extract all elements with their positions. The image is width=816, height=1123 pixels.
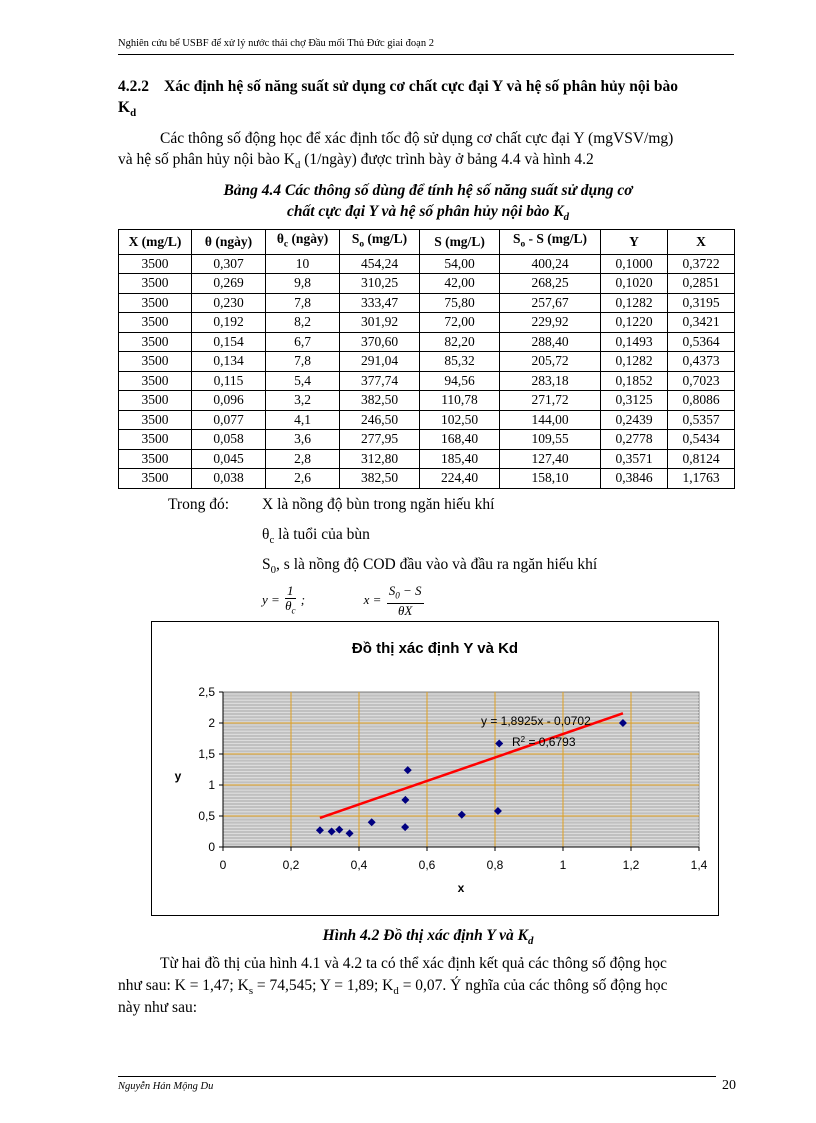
table-row bbox=[119, 391, 735, 411]
table-cell: 3500 bbox=[119, 410, 192, 430]
table-cell: 312,80 bbox=[340, 449, 420, 469]
table-cell: 0,230 bbox=[192, 293, 266, 313]
running-header: Nghiên cứu bể USBF để xử lý nước thải chợ Đầu mối Thủ Đức giai đoạn 2 bbox=[118, 38, 434, 49]
table-cell: 7,8 bbox=[266, 352, 340, 372]
table-cell: 370,60 bbox=[340, 332, 420, 352]
table-row bbox=[119, 410, 735, 430]
conclusion-line-1: Từ hai đồ thị của hình 4.1 và 4.2 ta có thể xác định kết quả các thông số động học bbox=[160, 955, 667, 972]
table-header-row bbox=[119, 230, 735, 255]
table-cell: 2,8 bbox=[266, 449, 340, 469]
table-cell: 288,40 bbox=[500, 332, 601, 352]
col-header-y: Y bbox=[601, 230, 668, 255]
table-cell: 0,8124 bbox=[668, 449, 735, 469]
table-cell: 0,7023 bbox=[668, 371, 735, 391]
table-cell: 185,40 bbox=[420, 449, 500, 469]
table-cell: 0,8086 bbox=[668, 391, 735, 411]
table-cell: 85,32 bbox=[420, 352, 500, 372]
table-cell: 0,3421 bbox=[668, 313, 735, 333]
conclusion-line-2: như sau: K = 1,47; $K_s = 74,545$; Y = 1,89; $K_d = 0,07$. Ý nghĩa của các thông số động học bbox=[118, 977, 668, 998]
y-axis-label: y bbox=[174, 769, 182, 783]
table-cell: 0,1000 bbox=[601, 254, 668, 274]
table-row bbox=[119, 332, 735, 352]
section-title-line1: Xác định hệ số năng suất sử dụng cơ chất cực đại Y và hệ số phân hủy nội bào bbox=[164, 78, 678, 95]
table-cell: 3500 bbox=[119, 371, 192, 391]
section-title-line2: $K_d$ bbox=[118, 99, 137, 120]
table-cell: 400,24 bbox=[500, 254, 601, 274]
table-cell: 268,25 bbox=[500, 274, 601, 294]
table-row bbox=[119, 430, 735, 450]
scatter-chart bbox=[152, 622, 718, 915]
table-cell: 3500 bbox=[119, 313, 192, 333]
y-tick-label: 0 bbox=[208, 840, 215, 854]
table-cell: 205,72 bbox=[500, 352, 601, 372]
table-cell: 72,00 bbox=[420, 313, 500, 333]
conclusion-line-3: này như sau: bbox=[118, 999, 197, 1016]
table-cell: 0,4373 bbox=[668, 352, 735, 372]
table-cell: 3500 bbox=[119, 332, 192, 352]
table-cell: 0,3846 bbox=[601, 469, 668, 489]
intro-line-1: Các thông số động học để xác định tốc độ sử dụng cơ chất cực đại Y (mgVSV/mg) bbox=[160, 130, 674, 147]
table-cell: 0,134 bbox=[192, 352, 266, 372]
table-cell: 382,50 bbox=[340, 469, 420, 489]
where-label: Trong đó: bbox=[168, 496, 230, 513]
table-cell: 109,55 bbox=[500, 430, 601, 450]
data-table bbox=[118, 229, 735, 489]
table-cell: 3500 bbox=[119, 352, 192, 372]
definition-x: X là nồng độ bùn trong ngăn hiếu khí bbox=[262, 496, 495, 513]
formula-x: x = $\frac{S_0 - S}{\theta X}$ bbox=[363, 583, 422, 618]
section-heading bbox=[118, 76, 738, 124]
table-cell: 3500 bbox=[119, 430, 192, 450]
table-cell: 0,192 bbox=[192, 313, 266, 333]
table-cell: 0,1493 bbox=[601, 332, 668, 352]
footer-rule bbox=[118, 1076, 716, 1077]
table-cell: 310,25 bbox=[340, 274, 420, 294]
table-cell: 0,058 bbox=[192, 430, 266, 450]
table-row bbox=[119, 469, 735, 489]
table-cell: 382,50 bbox=[340, 391, 420, 411]
table-cell: 291,04 bbox=[340, 352, 420, 372]
table-row bbox=[119, 313, 735, 333]
definition-theta-c: $\theta_c$ là tuổi của bùn bbox=[262, 526, 370, 547]
table-cell: 4,1 bbox=[266, 410, 340, 430]
table-row bbox=[119, 352, 735, 372]
section-number: 4.2.2 bbox=[118, 78, 149, 95]
table-row bbox=[119, 449, 735, 469]
table-cell: 75,80 bbox=[420, 293, 500, 313]
table-caption-line2: chất cực đại Y và hệ số phân hủy nội bào $K_d$ bbox=[286, 203, 570, 224]
table-cell: 0,3722 bbox=[668, 254, 735, 274]
col-header-s: S (mg/L) bbox=[420, 230, 500, 255]
x-tick-label: 1,2 bbox=[622, 858, 640, 872]
table-cell: 229,92 bbox=[500, 313, 601, 333]
footer-author: Nguyễn Hán Mộng Du bbox=[118, 1081, 214, 1092]
x-tick-label: 1,4 bbox=[690, 858, 708, 872]
table-cell: 0,154 bbox=[192, 332, 266, 352]
table-cell: 0,115 bbox=[192, 371, 266, 391]
table-cell: 102,50 bbox=[420, 410, 500, 430]
table-cell: 0,2778 bbox=[601, 430, 668, 450]
x-tick-label: 0,8 bbox=[486, 858, 504, 872]
table-cell: 0,2439 bbox=[601, 410, 668, 430]
table-cell: 224,40 bbox=[420, 469, 500, 489]
x-tick-label: 0,4 bbox=[350, 858, 368, 872]
col-header-so: $S_o$ (mg/L) bbox=[340, 230, 420, 255]
table-row bbox=[119, 254, 735, 274]
x-tick-label: 0,6 bbox=[418, 858, 436, 872]
table-caption bbox=[118, 180, 738, 228]
table-cell: 6,7 bbox=[266, 332, 340, 352]
table-cell: 0,3195 bbox=[668, 293, 735, 313]
table-cell: 0,096 bbox=[192, 391, 266, 411]
figure-caption: Hình 4.2 Đồ thị xác định Y và $K_d$ bbox=[322, 927, 534, 948]
x-axis-label: x bbox=[457, 881, 465, 895]
table-cell: 0,2851 bbox=[668, 274, 735, 294]
table-cell: 168,40 bbox=[420, 430, 500, 450]
formula-block bbox=[262, 584, 462, 624]
table-cell: 301,92 bbox=[340, 313, 420, 333]
table-cell: 42,00 bbox=[420, 274, 500, 294]
table-cell: 3500 bbox=[119, 254, 192, 274]
r-squared-label: $R^2 = 0,6793$ bbox=[512, 734, 576, 749]
table-cell: 158,10 bbox=[500, 469, 601, 489]
col-header-theta: θ (ngày) bbox=[192, 230, 266, 255]
y-tick-label: 1 bbox=[208, 778, 215, 792]
formula-y: y = $\frac{1}{\theta_c}$ ; bbox=[262, 583, 306, 616]
table-cell: 277,95 bbox=[340, 430, 420, 450]
chart-frame bbox=[151, 621, 719, 916]
table-cell: 5,4 bbox=[266, 371, 340, 391]
table-cell: 3500 bbox=[119, 449, 192, 469]
y-tick-label: 2 bbox=[208, 716, 215, 730]
x-tick-label: 0 bbox=[219, 858, 227, 872]
col-header-x: X (mg/L) bbox=[119, 230, 192, 255]
table-cell: 94,56 bbox=[420, 371, 500, 391]
table-cell: 0,3571 bbox=[601, 449, 668, 469]
table-cell: 0,3125 bbox=[601, 391, 668, 411]
table-cell: 3,6 bbox=[266, 430, 340, 450]
table-row bbox=[119, 274, 735, 294]
table-row bbox=[119, 371, 735, 391]
table-cell: 246,50 bbox=[340, 410, 420, 430]
table-cell: 0,1020 bbox=[601, 274, 668, 294]
table-cell: 0,1852 bbox=[601, 371, 668, 391]
col-header-x-ratio: X bbox=[668, 230, 735, 255]
table-cell: 10 bbox=[266, 254, 340, 274]
table-cell: 7,8 bbox=[266, 293, 340, 313]
intro-line-2: và hệ số phân hủy nội bào $K_d$ (1/ngày) được trình bày ở bảng 4.4 và hình 4.2 bbox=[118, 151, 594, 172]
definition-s0: $S_0$, s là nồng độ COD đầu vào và đầu ra ngăn hiếu khí bbox=[262, 556, 598, 577]
trend-equation: y = 1,8925x - 0,0702 bbox=[481, 714, 591, 728]
table-cell: 0,5364 bbox=[668, 332, 735, 352]
table-cell: 0,5434 bbox=[668, 430, 735, 450]
table-cell: 110,78 bbox=[420, 391, 500, 411]
table-cell: 3500 bbox=[119, 391, 192, 411]
table-cell: 82,20 bbox=[420, 332, 500, 352]
table-cell: 0,1282 bbox=[601, 352, 668, 372]
table-cell: 144,00 bbox=[500, 410, 601, 430]
table-cell: 0,307 bbox=[192, 254, 266, 274]
table-caption-line1: Bảng 4.4 Các thông số dùng để tính hệ số năng suất sử dụng cơ bbox=[223, 182, 633, 199]
table-cell: 0,1220 bbox=[601, 313, 668, 333]
table-cell: 8,2 bbox=[266, 313, 340, 333]
x-tick-label: 1 bbox=[559, 858, 567, 872]
table-cell: 3,2 bbox=[266, 391, 340, 411]
y-tick-label: 1,5 bbox=[198, 747, 215, 761]
table-cell: 9,8 bbox=[266, 274, 340, 294]
table-cell: 0,5357 bbox=[668, 410, 735, 430]
table-cell: 283,18 bbox=[500, 371, 601, 391]
table-cell: 3500 bbox=[119, 469, 192, 489]
table-cell: 0,1282 bbox=[601, 293, 668, 313]
x-tick-label: 0,2 bbox=[282, 858, 300, 872]
table-cell: 271,72 bbox=[500, 391, 601, 411]
table-cell: 1,1763 bbox=[668, 469, 735, 489]
table-cell: 377,74 bbox=[340, 371, 420, 391]
col-header-so-minus-s: $S_o$ - S (mg/L) bbox=[500, 230, 601, 255]
table-cell: 333,47 bbox=[340, 293, 420, 313]
table-cell: 54,00 bbox=[420, 254, 500, 274]
chart-title: Đồ thị xác định Y và Kd bbox=[351, 640, 519, 657]
table-cell: 3500 bbox=[119, 293, 192, 313]
table-cell: 2,6 bbox=[266, 469, 340, 489]
col-header-theta-c: $\theta_c$ (ngày) bbox=[266, 230, 340, 255]
table-cell: 257,67 bbox=[500, 293, 601, 313]
y-tick-label: 2,5 bbox=[198, 685, 215, 699]
page-number: 20 bbox=[722, 1078, 736, 1093]
table-cell: 454,24 bbox=[340, 254, 420, 274]
table-row bbox=[119, 293, 735, 313]
table-cell: 0,077 bbox=[192, 410, 266, 430]
y-tick-label: 0,5 bbox=[198, 809, 215, 823]
table-cell: 0,045 bbox=[192, 449, 266, 469]
table-cell: 0,038 bbox=[192, 469, 266, 489]
table-body bbox=[119, 254, 735, 488]
table-cell: 3500 bbox=[119, 274, 192, 294]
header-rule bbox=[118, 54, 734, 55]
table-cell: 127,40 bbox=[500, 449, 601, 469]
table-cell: 0,269 bbox=[192, 274, 266, 294]
